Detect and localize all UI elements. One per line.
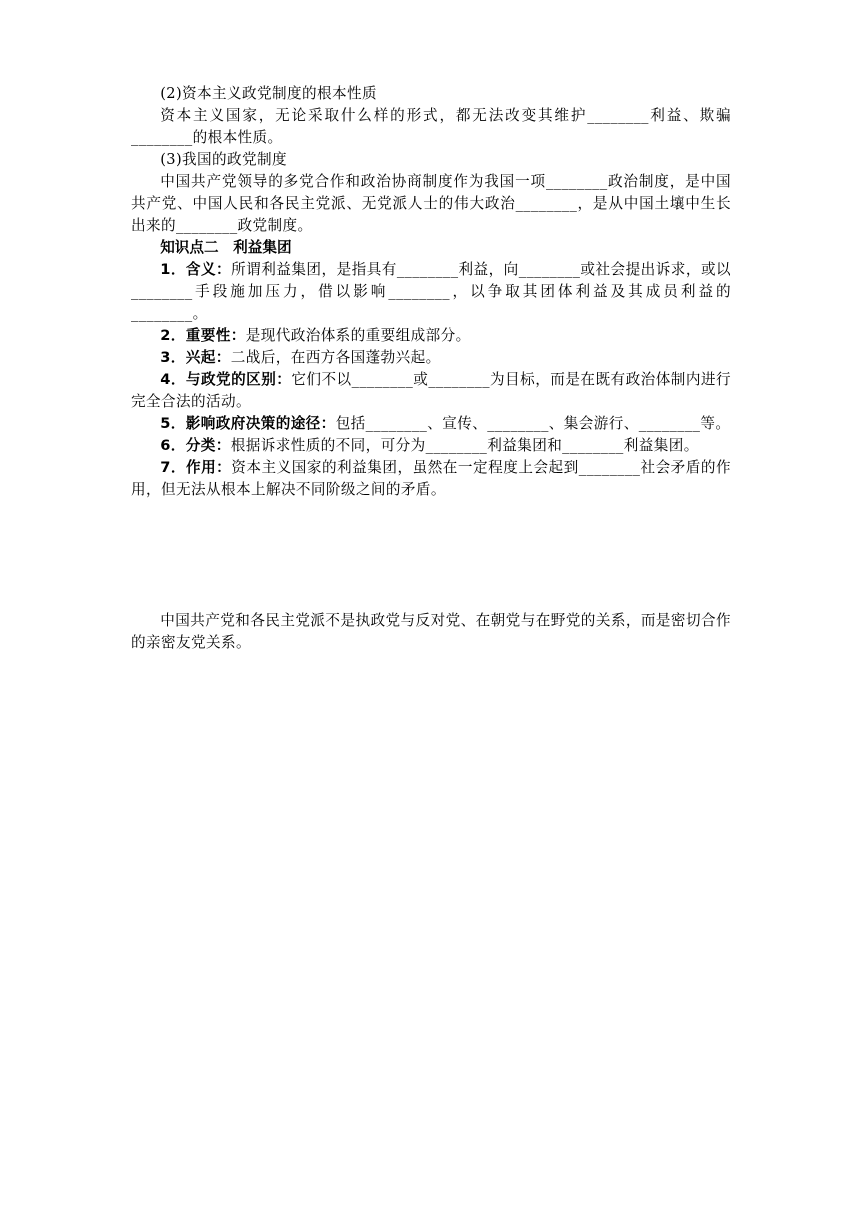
item-text: 根据诉求性质的不同，可分为________利益集团和________利益集团。 bbox=[230, 437, 699, 454]
note-paragraph: 中国共产党和各民主党派不是执政党与反对党、在朝党与在野党的关系，而是密切合作的亲密友党关系。 bbox=[131, 612, 731, 651]
item-text: 是现代政治体系的重要组成部分。 bbox=[245, 327, 471, 344]
list-item-rise bbox=[131, 347, 731, 369]
paragraph-china-party-system: 中国共产党领导的多党合作和政治协商制度作为我国一项________政治制度，是中国共产党、中国人民和各民主党派、无党派人士的伟大政治________，是从中国土壤中生长出来的________政党制度。 bbox=[131, 173, 731, 234]
item-text: 所谓利益集团，是指具有________利益，向________或社会提出诉求，或以________手段施加压力，借以影响________，以争取其团体利益及其成员利益的________。 bbox=[131, 261, 732, 322]
section-heading-interest-groups: 知识点二 利益集团 bbox=[160, 239, 292, 256]
item-label: 2．重要性： bbox=[160, 327, 246, 344]
list-item-definition bbox=[131, 259, 731, 325]
document-page bbox=[131, 83, 731, 654]
list-item-difference-from-parties bbox=[131, 369, 731, 413]
item-label: 5．影响政府决策的途径： bbox=[160, 415, 336, 432]
subsection-title-capitalist-party-nature: (2)资本主义政党制度的根本性质 bbox=[160, 85, 377, 102]
paragraph-capitalist-party-nature: 资本主义国家，无论采取什么样的形式，都无法改变其维护________利益、欺骗________的根本性质。 bbox=[131, 107, 731, 146]
item-label: 7．作用： bbox=[160, 459, 232, 476]
list-item-classification bbox=[131, 435, 731, 457]
item-label: 1．含义： bbox=[160, 261, 232, 278]
item-text: 包括________、宣传、________、集会游行、________等。 bbox=[335, 415, 731, 432]
spacer bbox=[131, 501, 731, 610]
list-item-influence-channels bbox=[131, 413, 731, 435]
item-text: 二战后，在西方各国蓬勃兴起。 bbox=[230, 349, 441, 366]
item-label: 4．与政党的区别： bbox=[160, 371, 292, 388]
item-text: 资本主义国家的利益集团，虽然在一定程度上会起到________社会矛盾的作用，但无法从根本上解决不同阶级之间的矛盾。 bbox=[131, 459, 731, 498]
item-label: 6．分类： bbox=[160, 437, 231, 454]
item-label: 3．兴起： bbox=[160, 349, 231, 366]
list-item-function bbox=[131, 457, 731, 501]
list-item-importance bbox=[131, 325, 731, 347]
item-text: 它们不以________或________为目标，而是在既有政治体制内进行完全合法的活动。 bbox=[131, 371, 731, 410]
subsection-title-china-party-system: (3)我国的政党制度 bbox=[160, 151, 288, 168]
